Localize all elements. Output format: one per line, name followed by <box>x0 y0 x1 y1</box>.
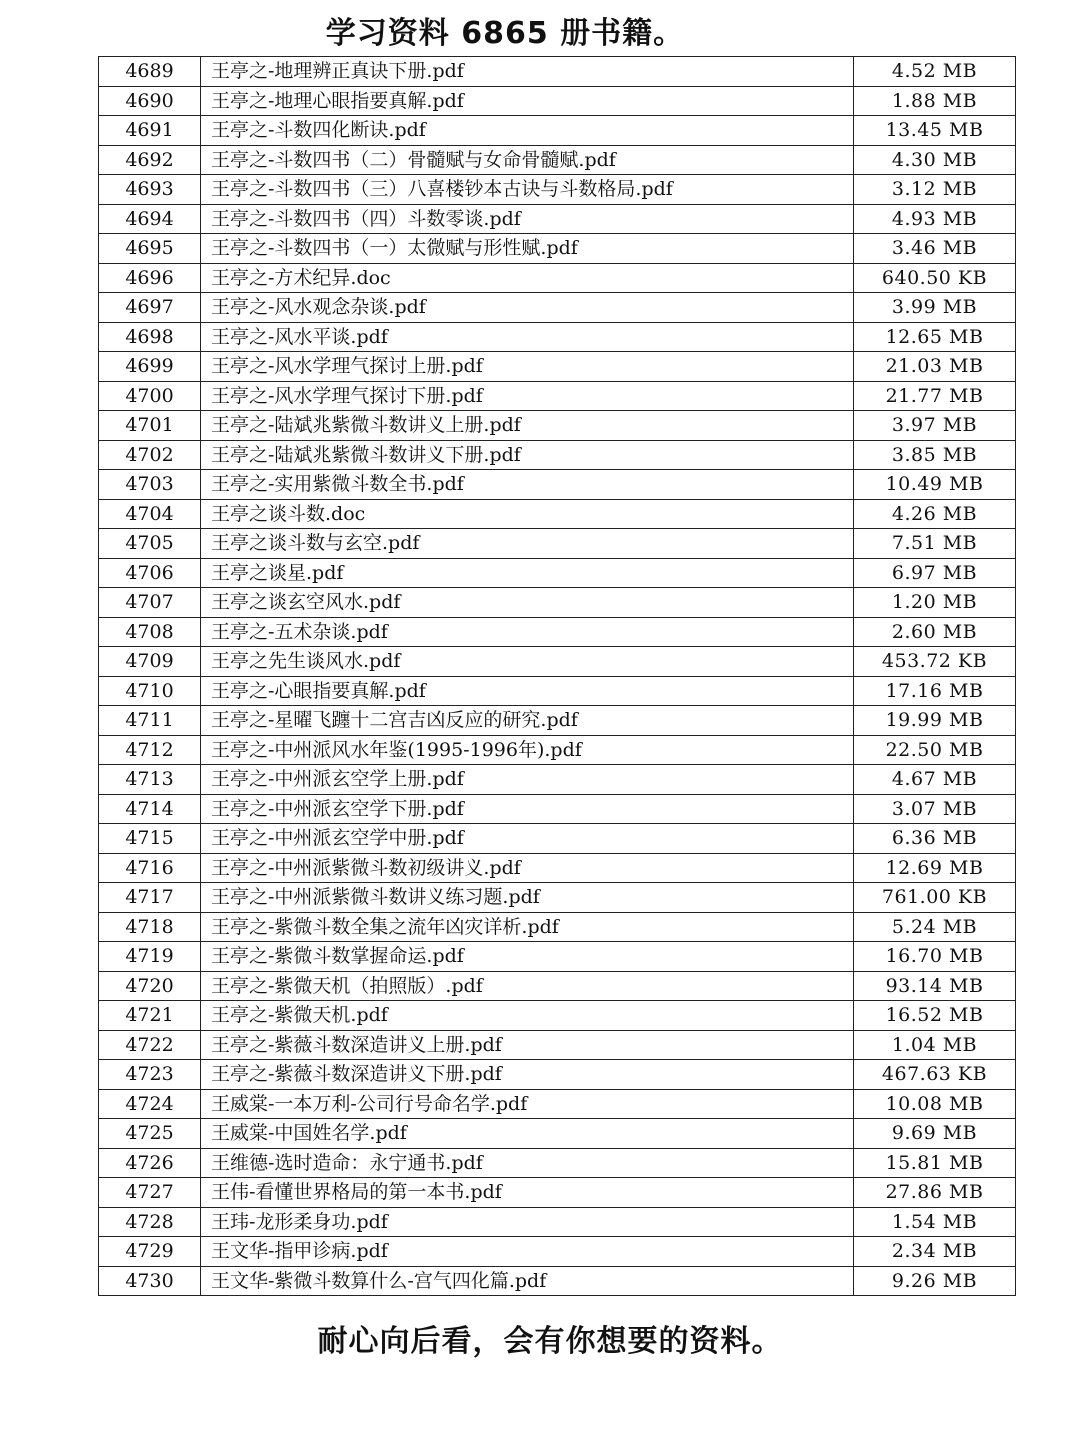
row-id: 4689 <box>99 57 201 87</box>
file-name: 王亭之-斗数四书（三）八喜楼钞本古诀与斗数格局.pdf <box>201 175 854 205</box>
file-name: 王亭之-中州派紫微斗数讲义练习题.pdf <box>201 883 854 913</box>
file-size: 9.26 MB <box>854 1266 1016 1296</box>
file-name: 王威棠-一本万利-公司行号命名学.pdf <box>201 1089 854 1119</box>
table-row <box>99 499 1016 529</box>
file-size: 10.49 MB <box>854 470 1016 500</box>
file-size: 10.08 MB <box>854 1089 1016 1119</box>
table-row <box>99 735 1016 765</box>
row-id: 4718 <box>99 912 201 942</box>
file-name: 王亭之-方术纪异.doc <box>201 263 854 293</box>
row-id: 4721 <box>99 1001 201 1031</box>
file-size: 21.77 MB <box>854 381 1016 411</box>
row-id: 4727 <box>99 1178 201 1208</box>
file-name: 王亭之-地理心眼指要真解.pdf <box>201 86 854 116</box>
file-name: 王亭之谈斗数与玄空.pdf <box>201 529 854 559</box>
row-id: 4697 <box>99 293 201 323</box>
table-row <box>99 234 1016 264</box>
table-row <box>99 352 1016 382</box>
file-size: 3.07 MB <box>854 794 1016 824</box>
row-id: 4700 <box>99 381 201 411</box>
table-row <box>99 706 1016 736</box>
file-size: 22.50 MB <box>854 735 1016 765</box>
row-id: 4710 <box>99 676 201 706</box>
table-row <box>99 204 1016 234</box>
file-name: 王亭之先生谈风水.pdf <box>201 647 854 677</box>
row-id: 4712 <box>99 735 201 765</box>
file-size: 5.24 MB <box>854 912 1016 942</box>
row-id: 4692 <box>99 145 201 175</box>
table-row <box>99 1119 1016 1149</box>
table-row <box>99 1148 1016 1178</box>
table-row <box>99 1237 1016 1267</box>
file-name: 王亭之-斗数四化断诀.pdf <box>201 116 854 146</box>
table-row <box>99 912 1016 942</box>
file-name: 王玮-龙形柔身功.pdf <box>201 1207 854 1237</box>
file-name: 王亭之-斗数四书（一）太微赋与形性赋.pdf <box>201 234 854 264</box>
row-id: 4717 <box>99 883 201 913</box>
file-name: 王亭之-陆斌兆紫微斗数讲义下册.pdf <box>201 440 854 470</box>
file-name: 王亭之-中州派风水年鉴(1995-1996年).pdf <box>201 735 854 765</box>
row-id: 4701 <box>99 411 201 441</box>
file-size: 4.93 MB <box>854 204 1016 234</box>
file-name: 王伟-看懂世界格局的第一本书.pdf <box>201 1178 854 1208</box>
file-size: 9.69 MB <box>854 1119 1016 1149</box>
table-row <box>99 529 1016 559</box>
table-row <box>99 1001 1016 1031</box>
page-title: 学习资料 6865 册书籍。 <box>325 16 685 51</box>
file-size: 17.16 MB <box>854 676 1016 706</box>
row-id: 4699 <box>99 352 201 382</box>
file-name: 王威棠-中国姓名学.pdf <box>201 1119 854 1149</box>
file-size: 3.46 MB <box>854 234 1016 264</box>
table-row <box>99 1178 1016 1208</box>
row-id: 4704 <box>99 499 201 529</box>
file-name: 王亭之-紫微天机（拍照版）.pdf <box>201 971 854 1001</box>
file-name: 王维德-选时造命：永宁通书.pdf <box>201 1148 854 1178</box>
table-row <box>99 440 1016 470</box>
file-name: 王亭之-中州派玄空学中册.pdf <box>201 824 854 854</box>
table-row <box>99 676 1016 706</box>
table-row <box>99 57 1016 87</box>
table-row <box>99 824 1016 854</box>
file-size: 27.86 MB <box>854 1178 1016 1208</box>
table-row <box>99 175 1016 205</box>
table-row <box>99 145 1016 175</box>
row-id: 4720 <box>99 971 201 1001</box>
row-id: 4714 <box>99 794 201 824</box>
file-size: 19.99 MB <box>854 706 1016 736</box>
file-size: 93.14 MB <box>854 971 1016 1001</box>
file-size: 1.20 MB <box>854 588 1016 618</box>
row-id: 4696 <box>99 263 201 293</box>
file-name: 王亭之-星曜飞躔十二宫吉凶反应的研究.pdf <box>201 706 854 736</box>
file-name: 王亭之-心眼指要真解.pdf <box>201 676 854 706</box>
row-id: 4698 <box>99 322 201 352</box>
table-row <box>99 1030 1016 1060</box>
file-size: 3.12 MB <box>854 175 1016 205</box>
row-id: 4695 <box>99 234 201 264</box>
file-name: 王亭之-实用紫微斗数全书.pdf <box>201 470 854 500</box>
table-row <box>99 116 1016 146</box>
file-name: 王亭之-地理辨正真诀下册.pdf <box>201 57 854 87</box>
table-row <box>99 942 1016 972</box>
row-id: 4719 <box>99 942 201 972</box>
row-id: 4693 <box>99 175 201 205</box>
table-row <box>99 263 1016 293</box>
file-size: 1.54 MB <box>854 1207 1016 1237</box>
row-id: 4709 <box>99 647 201 677</box>
row-id: 4729 <box>99 1237 201 1267</box>
file-size: 761.00 KB <box>854 883 1016 913</box>
file-size: 467.63 KB <box>854 1060 1016 1090</box>
table-row <box>99 617 1016 647</box>
file-name: 王亭之-风水平谈.pdf <box>201 322 854 352</box>
file-size: 1.04 MB <box>854 1030 1016 1060</box>
row-id: 4722 <box>99 1030 201 1060</box>
table-row <box>99 1089 1016 1119</box>
footer-note: 耐心向后看，会有你想要的资料。 <box>317 1324 783 1359</box>
row-id: 4728 <box>99 1207 201 1237</box>
table-row <box>99 381 1016 411</box>
file-name: 王亭之-紫微斗数全集之流年凶灾详析.pdf <box>201 912 854 942</box>
row-id: 4725 <box>99 1119 201 1149</box>
table-row <box>99 853 1016 883</box>
row-id: 4706 <box>99 558 201 588</box>
file-name: 王亭之-紫微斗数掌握命运.pdf <box>201 942 854 972</box>
row-id: 4716 <box>99 853 201 883</box>
row-id: 4723 <box>99 1060 201 1090</box>
file-name: 王亭之-中州派玄空学上册.pdf <box>201 765 854 795</box>
file-size: 2.34 MB <box>854 1237 1016 1267</box>
file-size: 12.69 MB <box>854 853 1016 883</box>
row-id: 4694 <box>99 204 201 234</box>
table-row <box>99 1266 1016 1296</box>
file-size: 3.97 MB <box>854 411 1016 441</box>
table-row <box>99 794 1016 824</box>
file-name: 王亭之-陆斌兆紫微斗数讲义上册.pdf <box>201 411 854 441</box>
row-id: 4691 <box>99 116 201 146</box>
file-table-body <box>99 57 1016 1296</box>
file-size: 4.26 MB <box>854 499 1016 529</box>
file-size: 13.45 MB <box>854 116 1016 146</box>
table-row <box>99 883 1016 913</box>
file-size: 2.60 MB <box>854 617 1016 647</box>
file-size: 16.52 MB <box>854 1001 1016 1031</box>
file-size: 15.81 MB <box>854 1148 1016 1178</box>
row-id: 4715 <box>99 824 201 854</box>
file-size: 21.03 MB <box>854 352 1016 382</box>
table-row <box>99 293 1016 323</box>
file-name: 王亭之-中州派紫微斗数初级讲义.pdf <box>201 853 854 883</box>
file-name: 王亭之-风水学理气探讨下册.pdf <box>201 381 854 411</box>
table-row <box>99 647 1016 677</box>
file-size: 4.52 MB <box>854 57 1016 87</box>
table-row <box>99 86 1016 116</box>
table-row <box>99 765 1016 795</box>
table-row <box>99 322 1016 352</box>
file-name: 王亭之-紫微天机.pdf <box>201 1001 854 1031</box>
table-row <box>99 1060 1016 1090</box>
table-row <box>99 411 1016 441</box>
file-size: 3.99 MB <box>854 293 1016 323</box>
file-size: 4.30 MB <box>854 145 1016 175</box>
row-id: 4703 <box>99 470 201 500</box>
file-name: 王亭之-紫薇斗数深造讲义下册.pdf <box>201 1060 854 1090</box>
file-size: 640.50 KB <box>854 263 1016 293</box>
row-id: 4713 <box>99 765 201 795</box>
file-name: 王亭之-风水观念杂谈.pdf <box>201 293 854 323</box>
table-row <box>99 588 1016 618</box>
table-row <box>99 971 1016 1001</box>
row-id: 4730 <box>99 1266 201 1296</box>
table-row <box>99 1207 1016 1237</box>
file-size: 12.65 MB <box>854 322 1016 352</box>
file-name: 王亭之-风水学理气探讨上册.pdf <box>201 352 854 382</box>
file-name: 王文华-紫微斗数算什么-宫气四化篇.pdf <box>201 1266 854 1296</box>
row-id: 4690 <box>99 86 201 116</box>
file-table <box>98 56 1016 1296</box>
table-row <box>99 470 1016 500</box>
row-id: 4711 <box>99 706 201 736</box>
row-id: 4705 <box>99 529 201 559</box>
file-size: 4.67 MB <box>854 765 1016 795</box>
file-name: 王亭之-中州派玄空学下册.pdf <box>201 794 854 824</box>
row-id: 4724 <box>99 1089 201 1119</box>
table-row <box>99 558 1016 588</box>
file-name: 王亭之谈玄空风水.pdf <box>201 588 854 618</box>
file-name: 王亭之-斗数四书（二）骨髓赋与女命骨髓赋.pdf <box>201 145 854 175</box>
file-name: 王文华-指甲诊病.pdf <box>201 1237 854 1267</box>
file-name: 王亭之谈星.pdf <box>201 558 854 588</box>
file-size: 3.85 MB <box>854 440 1016 470</box>
file-size: 453.72 KB <box>854 647 1016 677</box>
file-name: 王亭之-斗数四书（四）斗数零谈.pdf <box>201 204 854 234</box>
file-name: 王亭之-五术杂谈.pdf <box>201 617 854 647</box>
row-id: 4702 <box>99 440 201 470</box>
file-name: 王亭之-紫薇斗数深造讲义上册.pdf <box>201 1030 854 1060</box>
file-size: 6.97 MB <box>854 558 1016 588</box>
row-id: 4726 <box>99 1148 201 1178</box>
file-name: 王亭之谈斗数.doc <box>201 499 854 529</box>
file-size: 7.51 MB <box>854 529 1016 559</box>
row-id: 4708 <box>99 617 201 647</box>
file-size: 16.70 MB <box>854 942 1016 972</box>
file-size: 1.88 MB <box>854 86 1016 116</box>
file-size: 6.36 MB <box>854 824 1016 854</box>
row-id: 4707 <box>99 588 201 618</box>
